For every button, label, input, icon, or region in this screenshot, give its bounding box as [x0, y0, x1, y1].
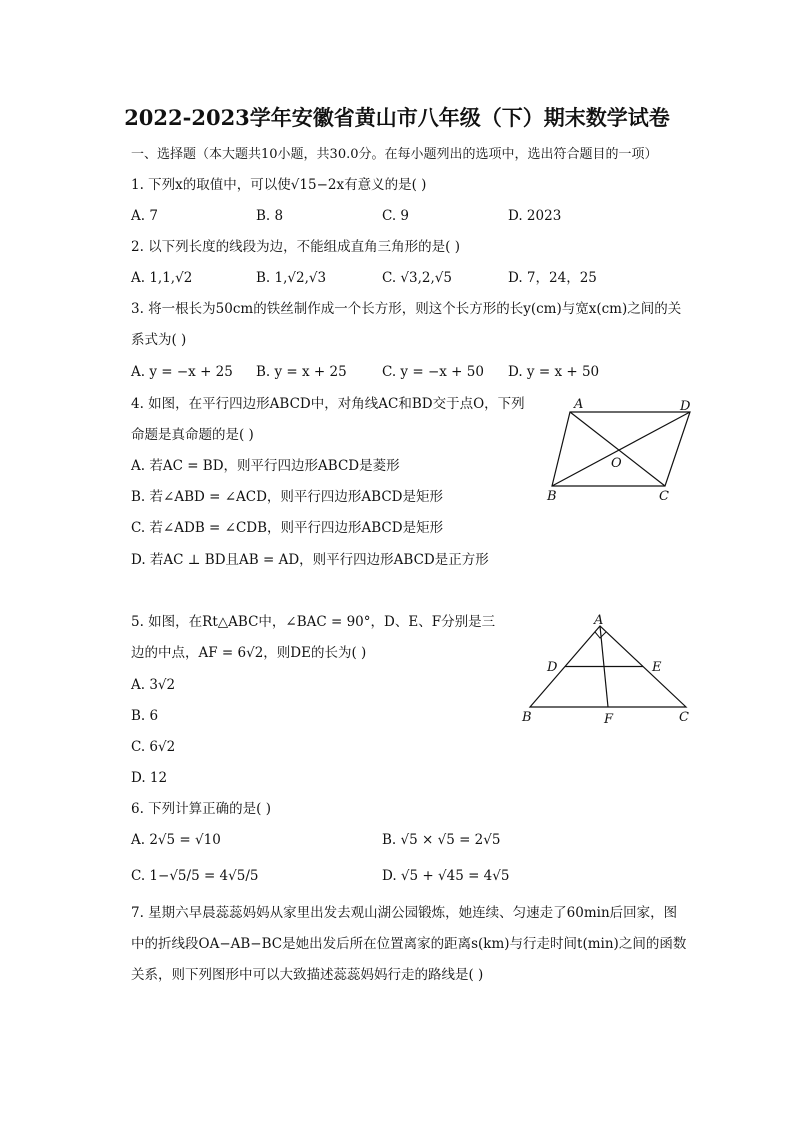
- label-d: D: [680, 399, 691, 414]
- label-a: A: [574, 397, 584, 412]
- question-3-stem: 3. 将一根长为50cm的铁丝制作成一个长方形，则这个长方形的长y(cm)与宽x(cm)之间的关: [131, 301, 682, 317]
- q3-option-c[interactable]: C. y = −x + 50: [382, 364, 484, 380]
- question-5-stem: 5. 如图，在Rt△ABC中，∠BAC = 90°，D、E、F分别是三: [131, 614, 496, 630]
- q1-option-d[interactable]: D. 2023: [508, 208, 562, 224]
- label-c: C: [679, 710, 689, 725]
- q3-option-b[interactable]: B. y = x + 25: [256, 364, 347, 380]
- q2-option-b[interactable]: B. 1,√2,√3: [256, 270, 327, 286]
- q1-option-a[interactable]: A. 7: [131, 208, 158, 224]
- question-1-stem: 1. 下列x的取值中，可以使√15−2x有意义的是( ): [131, 177, 427, 193]
- label-c: C: [659, 489, 669, 504]
- label-b: B: [522, 710, 532, 725]
- q1-option-b[interactable]: B. 8: [256, 208, 284, 224]
- q5-option-a[interactable]: A. 3√2: [131, 677, 176, 693]
- page-title: 2022-2023学年安徽省黄山市八年级（下）期末数学试卷: [124, 105, 670, 130]
- label-a: A: [594, 613, 604, 628]
- q6-option-a[interactable]: A. 2√5 = √10: [131, 832, 221, 848]
- question-6-stem: 6. 下列计算正确的是( ): [131, 801, 271, 817]
- question-3-stem-cont: 系式为( ): [131, 332, 187, 348]
- diagonal-ac: [570, 412, 665, 486]
- q4-option-a[interactable]: A. 若AC = BD，则平行四边形ABCD是菱形: [131, 458, 400, 474]
- q1-option-c[interactable]: C. 9: [382, 208, 410, 224]
- q3-option-a[interactable]: A. y = −x + 25: [131, 364, 233, 380]
- question-7-stem: 7. 星期六早晨蕊蕊妈妈从家里出发去观山湖公园锻炼，她连续、匀速走了60min后回家，图: [131, 905, 678, 921]
- q6-option-c[interactable]: C. 1−√5/5 = 4√5/5: [131, 868, 259, 884]
- q2-option-a[interactable]: A. 1,1,√2: [131, 270, 193, 286]
- question-5-stem-cont: 边的中点，AF = 6√2，则DE的长为( ): [131, 645, 367, 661]
- question-2-stem: 2. 以下列长度的线段为边，不能组成直角三角形的是( ): [131, 239, 460, 255]
- label-f: F: [604, 712, 614, 727]
- q3-option-d[interactable]: D. y = x + 50: [508, 364, 600, 380]
- label-o: O: [611, 456, 622, 471]
- q5-option-d[interactable]: D. 12: [131, 770, 168, 786]
- q6-option-b[interactable]: B. √5 × √5 = 2√5: [382, 832, 501, 848]
- q4-option-d[interactable]: D. 若AC ⊥ BD且AB = AD，则平行四边形ABCD是正方形: [131, 552, 489, 568]
- q5-option-b[interactable]: B. 6: [131, 708, 159, 724]
- question-7-stem-cont2: 关系，则下列图形中可以大致描述蕊蕊妈妈行走的路线是( ): [131, 967, 484, 983]
- question-4-stem-cont: 命题是真命题的是( ): [131, 427, 254, 443]
- question-4-stem: 4. 如图，在平行四边形ABCD中，对角线AC和BD交于点O，下列: [131, 396, 525, 412]
- triangle-figure: [516, 612, 696, 732]
- q2-option-c[interactable]: C. √3,2,√5: [382, 270, 452, 286]
- label-e: E: [652, 660, 662, 675]
- question-7-stem-cont: 中的折线段OA−AB−BC是她出发后所在位置离家的距离s(km)与行走时间t(min)之间的函数: [131, 936, 687, 952]
- parallelogram-figure: [540, 394, 700, 504]
- q2-option-d[interactable]: D. 7，24，25: [508, 270, 597, 286]
- q5-option-c[interactable]: C. 6√2: [131, 739, 176, 755]
- q6-option-d[interactable]: D. √5 + √45 = 4√5: [382, 868, 510, 884]
- q4-option-c[interactable]: C. 若∠ADB = ∠CDB，则平行四边形ABCD是矩形: [131, 520, 444, 536]
- section-heading: 一、选择题（本大题共10小题，共30.0分。在每小题列出的选项中，选出符合题目的一项）: [131, 147, 658, 162]
- label-b: B: [547, 489, 557, 504]
- q4-option-b[interactable]: B. 若∠ABD = ∠ACD，则平行四边形ABCD是矩形: [131, 489, 443, 505]
- label-d: D: [547, 660, 558, 675]
